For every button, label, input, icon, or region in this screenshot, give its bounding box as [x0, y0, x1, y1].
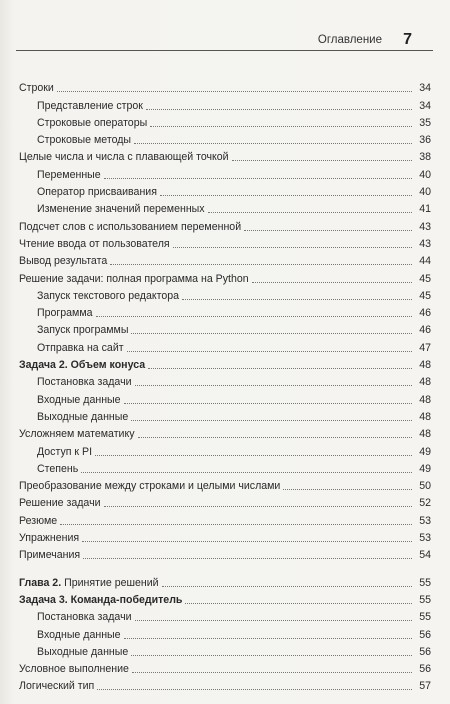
- toc-entry-title: Запуск текстового редактора: [37, 289, 180, 302]
- toc-entry-page: 56: [419, 645, 431, 658]
- toc-entry-title: Запуск программы: [37, 324, 129, 337]
- toc-entry-title: Степень: [37, 462, 79, 475]
- dot-leader: [150, 126, 412, 127]
- table-of-contents: [19, 78, 431, 693]
- toc-entry: [19, 113, 431, 130]
- dot-leader: [134, 143, 412, 144]
- toc-entry: [19, 303, 431, 320]
- dot-leader: [160, 195, 412, 196]
- dot-leader: [208, 212, 412, 213]
- dot-leader: [57, 91, 412, 92]
- toc-entry: [19, 182, 431, 199]
- toc-entry-title: Строки: [19, 82, 54, 95]
- dot-leader: [232, 160, 412, 161]
- toc-entry-page: 56: [419, 628, 431, 641]
- dot-leader: [138, 437, 412, 438]
- toc-entry-title: Выходные данные: [37, 645, 129, 658]
- dot-leader: [146, 109, 412, 110]
- toc-entry-title: Доступ к PI: [37, 445, 93, 458]
- toc-entry-title: Постановка задачи: [37, 376, 132, 389]
- header-page-number: 7: [403, 31, 412, 48]
- toc-entry: [19, 199, 431, 216]
- toc-entry-page: 44: [419, 255, 431, 268]
- toc-entry: [19, 676, 431, 693]
- dot-leader: [283, 489, 412, 490]
- dot-leader: [96, 316, 412, 317]
- dot-leader: [104, 506, 412, 507]
- dot-leader: [244, 230, 412, 231]
- toc-entry: [19, 389, 431, 406]
- toc-entry-page: 43: [419, 220, 431, 233]
- toc-entry-title: Представление строк: [37, 99, 143, 112]
- dot-leader: [124, 638, 412, 639]
- toc-entry: [19, 642, 431, 659]
- toc-entry-page: 34: [419, 82, 431, 95]
- toc-entry: [19, 147, 431, 164]
- dot-leader: [135, 385, 412, 386]
- toc-entry: [19, 78, 431, 95]
- toc-entry-title: Отправка на сайт: [37, 341, 124, 354]
- dot-leader: [82, 541, 412, 542]
- dot-leader: [104, 178, 412, 179]
- toc-entry-page: 55: [419, 593, 431, 606]
- toc-entry-title: Подсчет слов с использованием переменной: [19, 220, 242, 233]
- toc-entry-page: 36: [419, 134, 431, 147]
- toc-entry: [19, 590, 431, 607]
- dot-leader: [60, 524, 412, 525]
- toc-entry-title: Примечания: [19, 549, 81, 562]
- toc-entry: [19, 407, 431, 424]
- toc-entry: [19, 337, 431, 354]
- toc-entry-page: 54: [419, 549, 431, 562]
- toc-entry-page: 48: [419, 359, 431, 372]
- header-title: Оглавление: [317, 34, 382, 46]
- toc-entry-page: 38: [419, 151, 431, 164]
- toc-entry: [19, 459, 431, 476]
- toc-entry-page: 56: [419, 663, 431, 676]
- toc-entry-title: Оператор присваивания: [37, 186, 157, 199]
- toc-entry: [19, 624, 431, 641]
- toc-entry-page: 40: [419, 186, 431, 199]
- toc-entry-page: 47: [419, 341, 431, 354]
- toc-entry: [19, 234, 431, 251]
- header-rule: [16, 50, 433, 51]
- toc-entry: [19, 424, 431, 441]
- toc-entry: [19, 441, 431, 458]
- toc-entry-page: 48: [419, 393, 431, 406]
- dot-leader: [81, 472, 412, 473]
- toc-entry: [19, 355, 431, 372]
- dot-leader: [148, 368, 412, 369]
- dot-leader: [127, 351, 412, 352]
- toc-entry-title: Преобразование между строками и целыми числами: [19, 480, 281, 493]
- toc-entry-page: 49: [419, 462, 431, 475]
- toc-entry-title: Вывод результата: [19, 255, 108, 268]
- dot-leader: [110, 264, 412, 265]
- toc-entry-page: 53: [419, 514, 431, 527]
- dot-leader: [97, 689, 412, 690]
- dot-leader: [131, 333, 412, 334]
- toc-entry-page: 55: [419, 611, 431, 624]
- toc-entry: [19, 659, 431, 676]
- toc-entry: [19, 251, 431, 268]
- toc-entry-page: 53: [419, 532, 431, 545]
- dot-leader: [185, 603, 412, 604]
- toc-entry-title: Решение задачи: полная программа на Python: [19, 272, 249, 285]
- toc-entry: [19, 268, 431, 285]
- toc-entry-title: Постановка задачи: [37, 611, 132, 624]
- toc-entry-title: Упражнения: [19, 532, 80, 545]
- toc-entry-title: Переменные: [37, 168, 101, 181]
- toc-entry-page: 43: [419, 237, 431, 250]
- toc-entry: [19, 545, 431, 562]
- dot-leader: [162, 586, 412, 587]
- toc-entry-page: 55: [419, 576, 431, 589]
- dot-leader: [132, 672, 412, 673]
- toc-entry: [19, 493, 431, 510]
- toc-entry-page: 46: [419, 307, 431, 320]
- toc-entry: [19, 510, 431, 527]
- toc-entry-page: 50: [419, 480, 431, 493]
- toc-entry-page: 48: [419, 376, 431, 389]
- toc-entry-title: Усложняем математику: [19, 428, 135, 441]
- toc-entry-page: 35: [419, 116, 431, 129]
- toc-entry-page: 48: [419, 410, 431, 423]
- toc-entry: [19, 372, 431, 389]
- toc-entry-title: Строковые методы: [37, 134, 132, 147]
- dot-leader: [124, 403, 412, 404]
- toc-entry: [19, 216, 431, 233]
- toc-entry: [19, 572, 431, 589]
- toc-entry-page: 41: [419, 203, 431, 216]
- chapter-label: Глава 2.: [19, 576, 62, 589]
- dot-leader: [182, 299, 412, 300]
- toc-entry: [19, 320, 431, 337]
- toc-entry-title: Резюме: [19, 514, 58, 527]
- toc-entry-title: Изменение значений переменных: [37, 203, 205, 216]
- toc-entry-page: 40: [419, 168, 431, 181]
- toc-entry-title: Чтение ввода от пользователя: [19, 237, 170, 250]
- dot-leader: [173, 247, 412, 248]
- dot-leader: [131, 655, 412, 656]
- toc-entry-title: Задача 2. Объем конуса: [19, 359, 146, 372]
- dot-leader: [135, 620, 412, 621]
- toc-entry-title: Задача 3. Команда-победитель: [19, 593, 183, 606]
- toc-entry: [19, 476, 431, 493]
- toc-entry-page: 48: [419, 428, 431, 441]
- toc-entry-page: 45: [419, 289, 431, 302]
- toc-entry-title: Входные данные: [37, 393, 121, 406]
- running-header: [16, 31, 412, 48]
- toc-entry-page: 34: [419, 99, 431, 112]
- toc-entry-page: 45: [419, 272, 431, 285]
- toc-entry-title: Программа: [37, 307, 93, 320]
- dot-leader: [131, 420, 412, 421]
- toc-entry: [19, 130, 431, 147]
- toc-entry-title: Строковые операторы: [37, 116, 148, 129]
- toc-entry-page: 46: [419, 324, 431, 337]
- toc-entry-title: Целые числа и числа с плавающей точкой: [19, 151, 229, 164]
- toc-entry: [19, 95, 431, 112]
- toc-entry-title: [19, 577, 159, 590]
- toc-entry-page: 52: [419, 497, 431, 510]
- dot-leader: [95, 455, 412, 456]
- chapter-title: Принятие решений: [61, 576, 159, 589]
- toc-entry-title: Выходные данные: [37, 410, 129, 423]
- dot-leader: [252, 282, 412, 283]
- toc-entry: [19, 528, 431, 545]
- dot-leader: [83, 558, 412, 559]
- toc-entry: [19, 286, 431, 303]
- toc-entry: [19, 164, 431, 181]
- toc-entry-title: Входные данные: [37, 628, 121, 641]
- toc-entry-title: Решение задачи: [19, 497, 101, 510]
- toc-entry-page: 57: [419, 680, 431, 693]
- toc-entry-title: Логический тип: [19, 680, 95, 693]
- toc-entry-page: 49: [419, 445, 431, 458]
- toc-entry-title: Условное выполнение: [19, 663, 129, 676]
- toc-entry: [19, 607, 431, 624]
